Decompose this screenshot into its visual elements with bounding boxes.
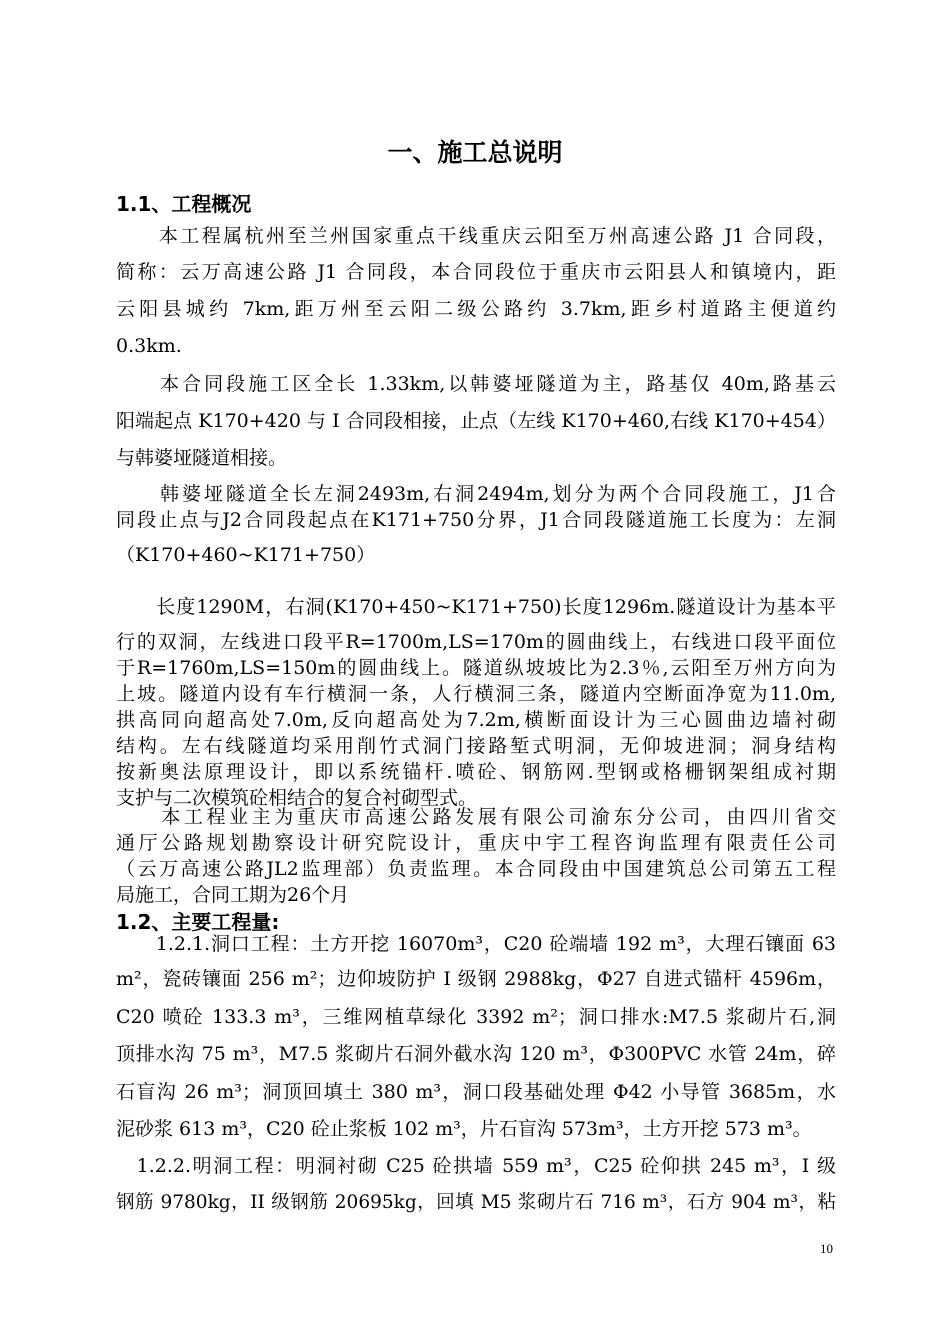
text-line: 本合同段施工区全长 1.33km,以韩婆垭隧道为主，路基仅 40m,路基云 — [116, 373, 836, 395]
text-line: （云万高速公路JL2监理部）负责监理。本合同段由中国建筑总公司第五工程 — [116, 858, 836, 880]
text-line: 韩婆垭隧道全长左洞2493m,右洞2494m,划分为两个合同段施工，J1合 — [116, 483, 836, 505]
text-line: 0.3km. — [116, 335, 182, 357]
text-line: 本工程属杭州至兰州国家重点干线重庆云阳至万州高速公路 J1 合同段， — [116, 225, 836, 247]
page-title: 一、施工总说明 — [387, 138, 563, 167]
text-line: 支护与二次模筑砼相结合的复合衬砌型式。 — [116, 787, 478, 809]
text-line: 长度1290M，右洞(K170+450~K171+750)长度1296m.隧道设计为基本平 — [116, 596, 836, 618]
section-heading-1-2: 1.2、主要工程量: — [116, 910, 280, 934]
text-line: 局施工，合同工期为26个月 — [116, 884, 350, 906]
text-line: 结构。左右线隧道均采用削竹式洞门接路堑式明洞，无仰坡进洞；洞身结构 — [116, 735, 836, 757]
text-line: 行的双洞，左线进口段平R=1700m,LS=170m的圆曲线上，右线进口段平面位 — [116, 631, 836, 653]
text-line: m²，瓷砖镶面 256 m²；边仰坡防护 I 级钢 2988kg，Φ27 自进式锚杆 4596m， — [116, 968, 836, 990]
text-line: 上坡。隧道内设有车行横洞一条，人行横洞三条，隧道内空断面净宽为11.0m, — [116, 683, 836, 705]
text-line: 1.2.2.明洞工程：明洞衬砌 C25 砼拱墙 559 m³，C25 砼仰拱 245 m³，I 级 — [116, 1155, 836, 1177]
text-line: 云阳县城约 7km,距万州至云阳二级公路约 3.7km,距乡村道路主便道约 — [116, 298, 836, 320]
page-number: 10 — [820, 1241, 833, 1256]
text-line: 拱高同向超高处7.0m,反向超高处为7.2m,横断面设计为三心圆曲边墙衬砌 — [116, 709, 836, 731]
text-line: 1.2.1.洞口工程：土方开挖 16070m³，C20 砼端墙 192 m³，大理石镶面 63 — [116, 933, 836, 955]
text-line: 通厅公路规划勘察设计研究院设计，重庆中宇工程咨询监理有限责任公司 — [116, 832, 836, 854]
text-line: 同段止点与J2合同段起点在K171+750分界，J1合同段隧道施工长度为：左洞 — [116, 509, 836, 531]
text-line: 石盲沟 26 m³；洞顶回填土 380 m³，洞口段基础处理 Φ42 小导管 3685m，水 — [116, 1081, 836, 1103]
text-line: 顶排水沟 75 m³，M7.5 浆砌片石洞外截水沟 120 m³，Φ300PVC 水管 24m，碎 — [116, 1043, 836, 1065]
text-line: 钢筋 9780kg，II 级钢筋 20695kg，回填 M5 浆砌片石 716 m³，石方 904 m³，粘 — [116, 1192, 836, 1213]
text-line: （K170+460~K171+750） — [116, 544, 376, 566]
text-line: 于R=1760m,LS=150m的圆曲线上。隧道纵坡坡比为2.3％,云阳至万州方向为 — [116, 657, 836, 679]
text-line: 泥砂浆 613 m³，C20 砼止浆板 102 m³，片石盲沟 573m³，土方开挖 573 m³。 — [116, 1118, 812, 1140]
text-line: C20 喷砼 133.3 m³，三维网植草绿化 3392 m²；洞口排水:M7.5 浆砌片石,洞 — [116, 1006, 836, 1028]
text-line: 简称：云万高速公路 J1 合同段，本合同段位于重庆市云阳县人和镇境内，距 — [116, 261, 836, 283]
text-line: 与韩婆垭隧道相接。 — [116, 447, 288, 469]
text-line: 按新奥法原理设计，即以系统锚杆.喷砼、钢筋网.型钢或格栅钢架组成衬期 — [116, 761, 836, 783]
text-line: 阳端起点 K170+420 与 I 合同段相接，止点（左线 K170+460,右线 K170+454） — [116, 410, 836, 432]
section-heading-1-1: 1.1、工程概况 — [116, 192, 252, 216]
text-line: 本工程业主为重庆市高速公路发展有限公司渝东分公司，由四川省交 — [116, 806, 836, 828]
